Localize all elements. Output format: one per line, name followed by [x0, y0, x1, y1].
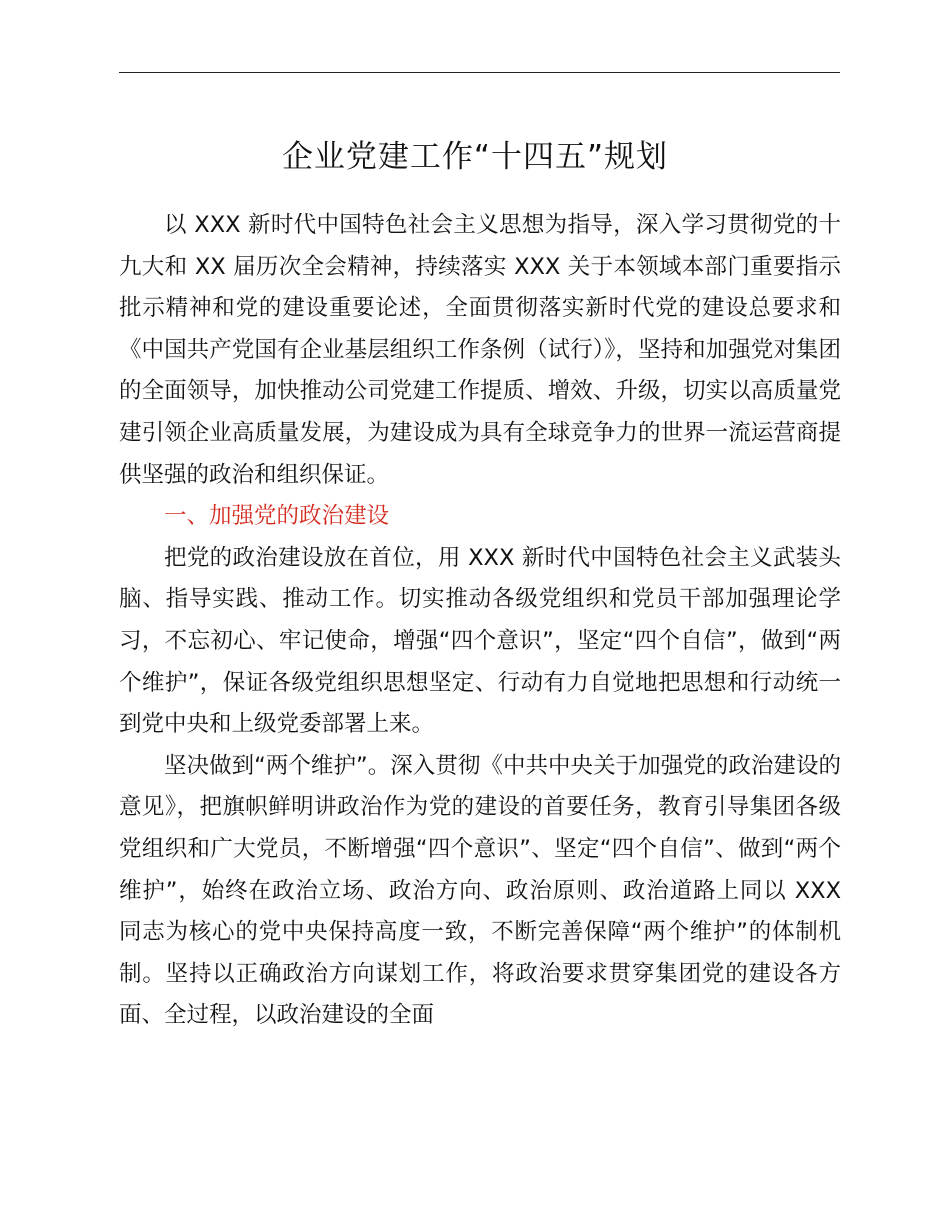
document-title: 企业党建工作“十四五”规划 [281, 139, 669, 175]
header-rule [119, 72, 840, 73]
body-paragraph: 坚决做到“两个维护”。深入贯彻《中共中央关于加强党的政治建设的意见》，把旗帜鲜明讲政治作为党的建设的首要任务，教育引导集团各级党组织和广大党员，不断增强“四个意识”、坚定“四个自信”、做到“两个维护”，始终在政治立场、政治方向、政治原则、政治道路上同以 XXX 同志为核心的党中央保持高度一致，不断完善保障“两个维护”的体制机制。坚持以正确政治方向谋划工作，将政治要求贯穿集团党的建设各方面、全过程，以政治建设的全面 [119, 752, 841, 1029]
body-paragraph: 把党的政治建设放在首位，用 XXX 新时代中国特色社会主义武装头脑、指导实践、推动工作。切实推动各级党组织和党员干部加强理论学习，不忘初心、牢记使命，增强“四个意识”，坚定“四个自信”，做到“两个维护”，保证各级党组织思想坚定、行动有力自觉地把思想和行动统一到党中央和上级党委部署上来。 [119, 544, 841, 738]
document-body [119, 205, 841, 1037]
intro-paragraph: 以 XXX 新时代中国特色社会主义思想为指导，深入学习贯彻党的十九大和 XX 届历次全会精神，持续落实 XXX 关于本领域本部门重要指示批示精神和党的建设重要论述，全面贯彻落实新时代党的建设总要求和《中国共产党国有企业基层组织工作条例（试行）》，坚持和加强党对集团的全面领导，加快推动公司党建工作提质、增效、升级，切实以高质量党建引领企业高质量发展，为建设成为具有全球竞争力的世界一流运营商提供坚强的政治和组织保证。 [119, 212, 841, 488]
section-heading-political-building: 一、加强党的政治建设 [164, 503, 390, 530]
